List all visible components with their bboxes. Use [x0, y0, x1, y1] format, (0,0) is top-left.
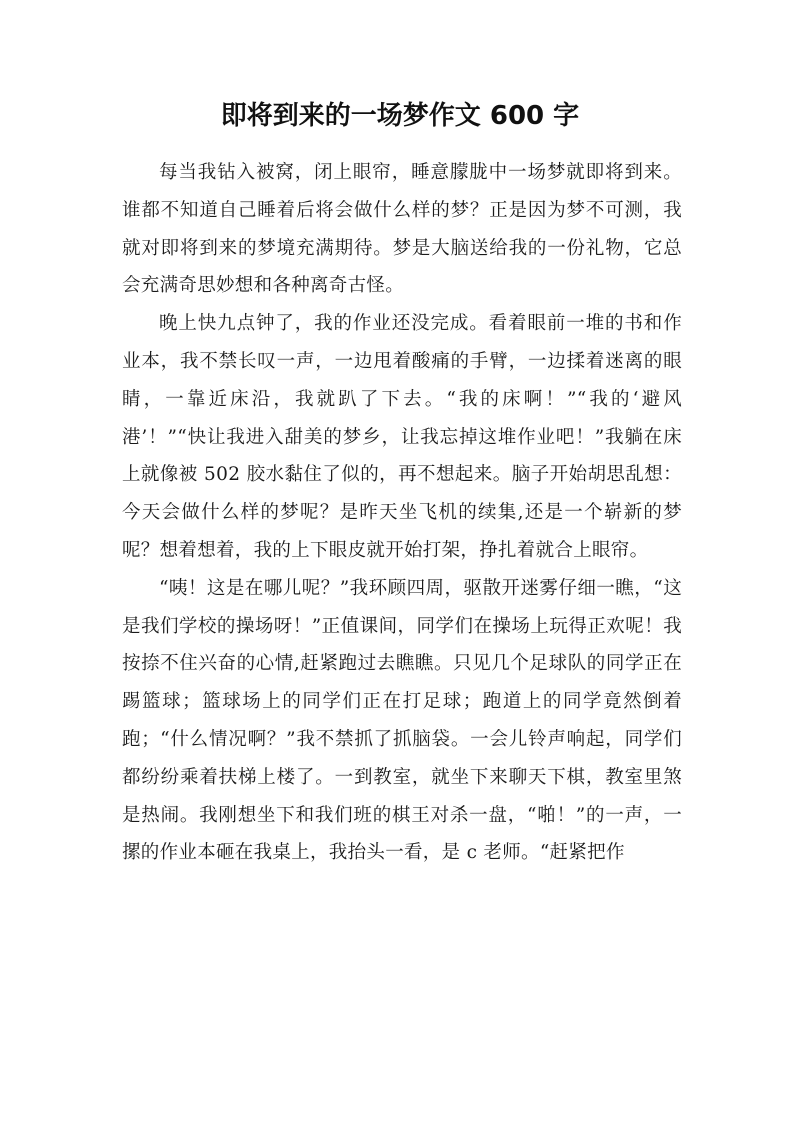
- paragraph-1: 每当我钻入被窝，闭上眼帘，睡意朦胧中一场梦就即将到来。谁都不知道自己睡着后将会做什么样的梦？正是因为梦不可测，我就对即将到来的梦境充满期待。梦是大脑送给我的一份礼物，它总会充满奇思妙想和各种离奇古怪。: [122, 162, 682, 297]
- document-title: 即将到来的一场梦作文 600 字: [220, 101, 580, 131]
- paragraph-2: 晚上快九点钟了，我的作业还没完成。看着眼前一堆的书和作业本，我不禁长叹一声，一边甩着酸痛的手臂，一边揉着迷离的眼睛，一靠近床沿，我就趴了下去。“我的床啊！”“我的‘避风港’！”“快让我进入甜美的梦乡，让我忘掉这堆作业吧！”我躺在床上就像被 502 胶水黏住了似的，再不想起来。脑子开始胡思乱想：今天会做什么样的梦呢？是昨天坐飞机的续集,还是一个崭新的梦呢？想着想着，我的上下眼皮就开始打架，挣扎着就合上眼帘。: [122, 313, 682, 561]
- document-body: [122, 154, 682, 872]
- paragraph-3: “咦！这是在哪儿呢？”我环顾四周，驱散开迷雾仔细一瞧，“这是我们学校的操场呀！”正值课间，同学们在操场上玩得正欢呢！我按捺不住兴奋的心情,赶紧跑过去瞧瞧。只见几个足球队的同学正在踢篮球；篮球场上的同学们正在打足球；跑道上的同学竟然倒着跑；“什么情况啊？”我不禁抓了抓脑袋。一会儿铃声响起，同学们都纷纷乘着扶梯上楼了。一到教室，就坐下来聊天下棋，教室里煞是热闹。我刚想坐下和我们班的棋王对杀一盘，“啪！”的一声，一摞的作业本砸在我桌上，我抬头一看，是 c 老师。“赶紧把作: [122, 577, 682, 864]
